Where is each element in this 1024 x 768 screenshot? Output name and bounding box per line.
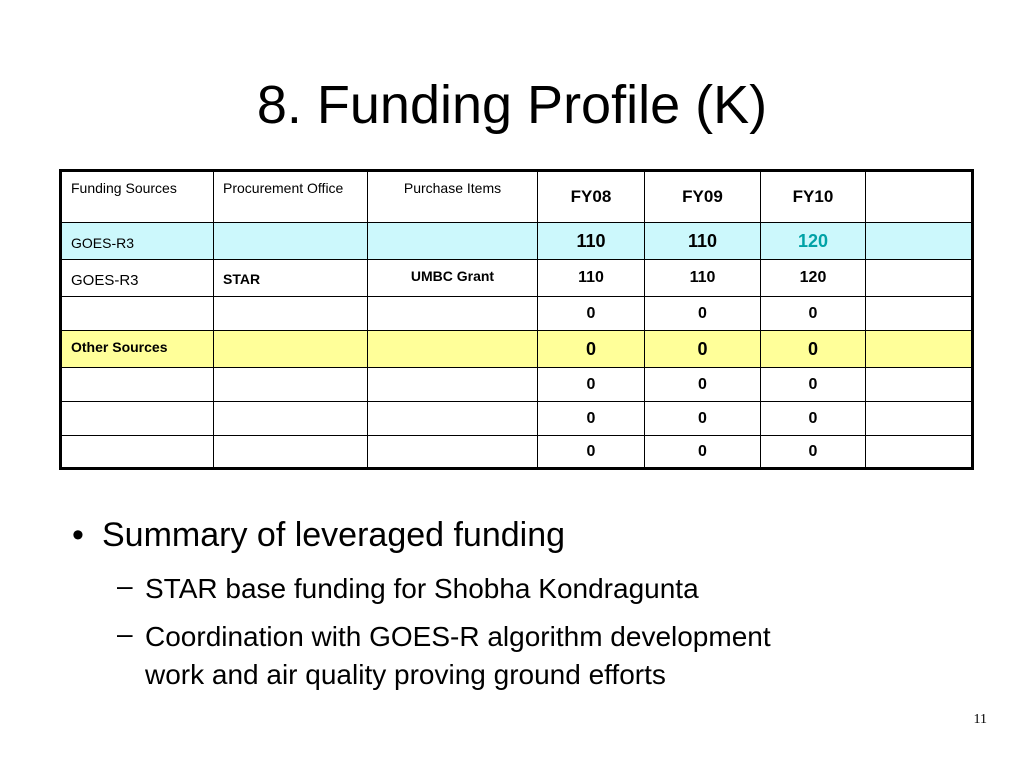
cell-extra bbox=[866, 297, 973, 331]
cell-office bbox=[214, 331, 368, 368]
cell-fy10: 0 bbox=[761, 368, 866, 402]
header-funding-sources: Funding Sources bbox=[61, 171, 214, 223]
table-row bbox=[61, 297, 973, 331]
cell-fy09: 0 bbox=[645, 402, 761, 436]
cell-items bbox=[368, 297, 538, 331]
cell-office bbox=[214, 436, 368, 469]
cell-fy09: 0 bbox=[645, 368, 761, 402]
header-fy10: FY10 bbox=[761, 171, 866, 223]
cell-office bbox=[214, 223, 368, 260]
header-fy09: FY09 bbox=[645, 171, 761, 223]
table-row bbox=[61, 223, 973, 260]
cell-fy09: 110 bbox=[645, 260, 761, 297]
cell-items bbox=[368, 331, 538, 368]
cell-items bbox=[368, 402, 538, 436]
table-row bbox=[61, 368, 973, 402]
cell-fy10: 0 bbox=[761, 436, 866, 469]
cell-items bbox=[368, 223, 538, 260]
cell-fy08: 0 bbox=[538, 402, 645, 436]
cell-extra bbox=[866, 402, 973, 436]
slide-title: 8. Funding Profile (K) bbox=[256, 75, 768, 135]
table-row bbox=[61, 331, 973, 368]
cell-fy09: 0 bbox=[645, 436, 761, 469]
cell-fy08: 0 bbox=[538, 297, 645, 331]
bullet-text: Summary of leveraged funding bbox=[102, 516, 566, 554]
cell-fy09: 110 bbox=[645, 223, 761, 260]
cell-source bbox=[61, 297, 214, 331]
cell-fy09: 0 bbox=[645, 297, 761, 331]
cell-fy10: 120 bbox=[761, 260, 866, 297]
cell-fy09: 0 bbox=[645, 331, 761, 368]
cell-fy08: 0 bbox=[538, 436, 645, 469]
cell-source: Other Sources bbox=[61, 331, 214, 368]
cell-items bbox=[368, 436, 538, 469]
header-extra bbox=[866, 171, 973, 223]
sub-bullet-text-line2: work and air quality proving ground efforts bbox=[145, 659, 666, 690]
cell-office bbox=[214, 368, 368, 402]
cell-extra bbox=[866, 260, 973, 297]
sub-bullet-text: STAR base funding for Shobha Kondragunta bbox=[145, 573, 699, 604]
page-number: 11 bbox=[973, 712, 987, 727]
funding-table bbox=[59, 169, 974, 470]
cell-office: STAR bbox=[214, 260, 368, 297]
cell-fy10: 0 bbox=[761, 402, 866, 436]
cell-fy08: 110 bbox=[538, 260, 645, 297]
cell-source bbox=[61, 436, 214, 469]
cell-office bbox=[214, 402, 368, 436]
cell-fy08: 0 bbox=[538, 368, 645, 402]
cell-extra bbox=[866, 436, 973, 469]
table-row bbox=[61, 260, 973, 297]
cell-source: GOES-R3 bbox=[61, 260, 214, 297]
bullet-marker: • bbox=[72, 516, 84, 554]
cell-fy10: 120 bbox=[761, 223, 866, 260]
header-procurement-office: Procurement Office bbox=[214, 171, 368, 223]
cell-fy10: 0 bbox=[761, 297, 866, 331]
header-fy08: FY08 bbox=[538, 171, 645, 223]
cell-source bbox=[61, 368, 214, 402]
sub-bullet-marker: – bbox=[117, 618, 133, 649]
cell-fy08: 0 bbox=[538, 331, 645, 368]
table-row bbox=[61, 402, 973, 436]
cell-source bbox=[61, 402, 214, 436]
cell-extra bbox=[866, 368, 973, 402]
table-header-row bbox=[61, 171, 973, 223]
cell-source: GOES-R3 bbox=[61, 223, 214, 260]
cell-extra bbox=[866, 331, 973, 368]
sub-bullet-text-line1: Coordination with GOES-R algorithm development bbox=[145, 621, 771, 652]
cell-fy10: 0 bbox=[761, 331, 866, 368]
cell-office bbox=[214, 297, 368, 331]
sub-bullet-marker: – bbox=[117, 570, 133, 601]
cell-items: UMBC Grant bbox=[368, 260, 538, 297]
header-purchase-items: Purchase Items bbox=[368, 171, 538, 223]
cell-fy08: 110 bbox=[538, 223, 645, 260]
cell-extra bbox=[866, 223, 973, 260]
table-row bbox=[61, 436, 973, 469]
cell-items bbox=[368, 368, 538, 402]
